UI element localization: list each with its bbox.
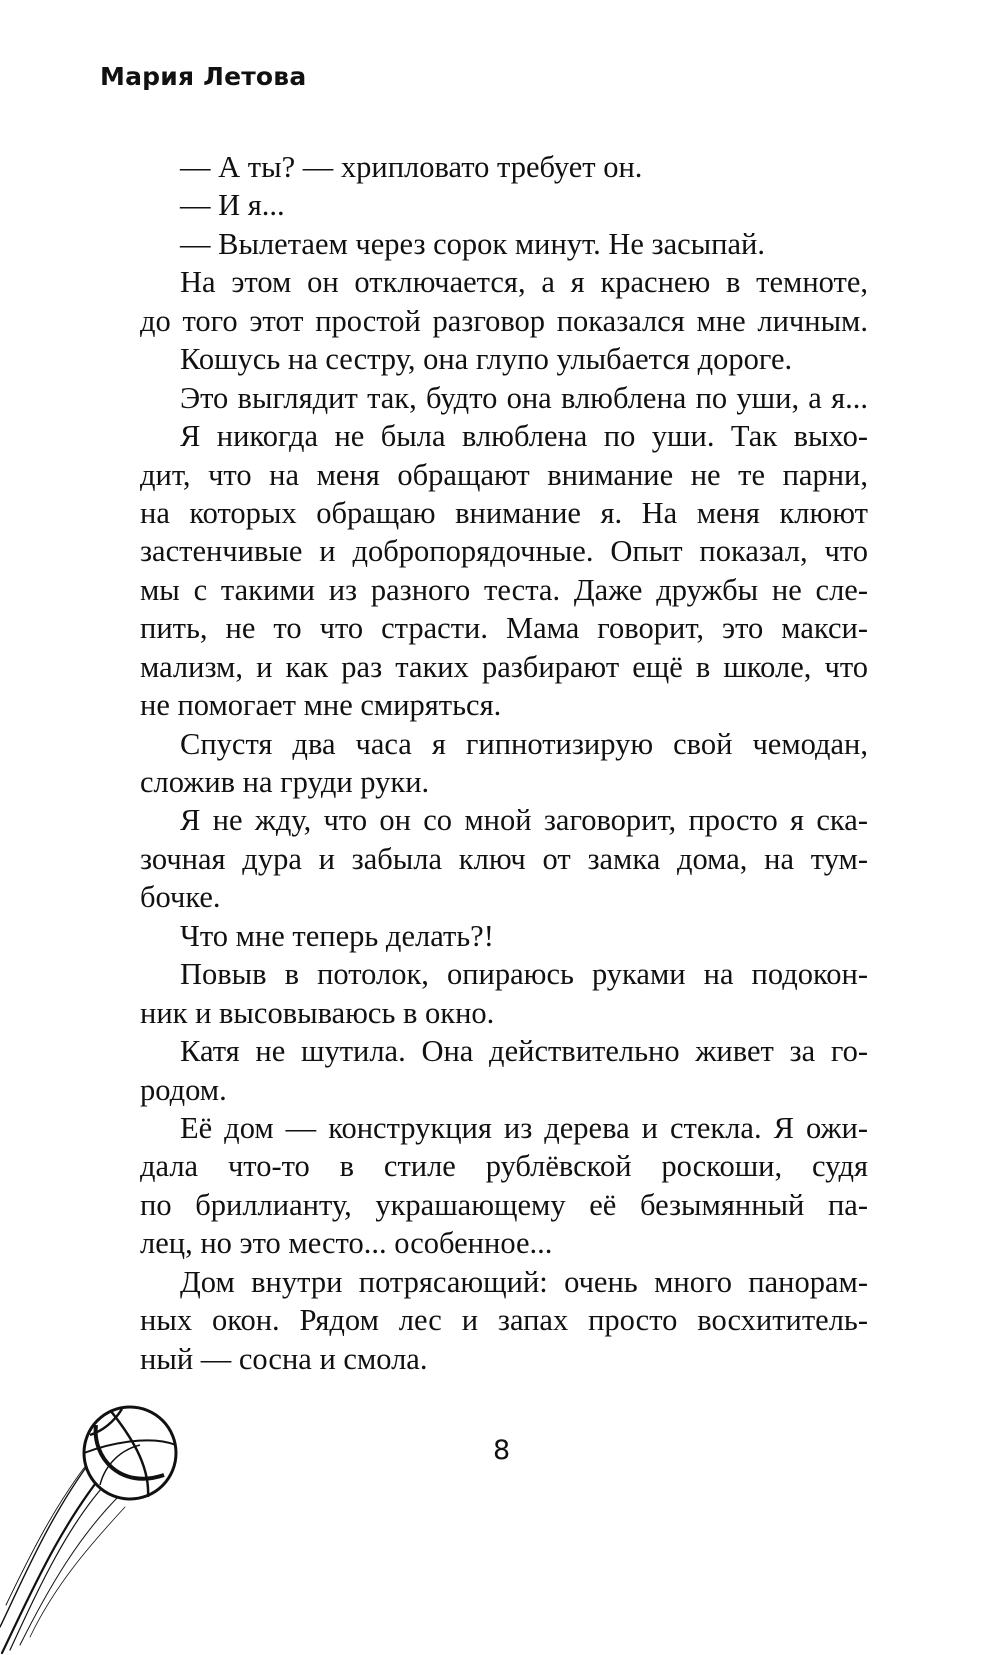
text-line: на которых обращаю внимание я. На меня клюют — [140, 495, 868, 530]
text-line: ных окон. Рядом лес и запах просто восхититель- — [140, 1303, 868, 1338]
text-line: — Вылетаем через сорок минут. Не засыпай. — [180, 226, 765, 261]
running-header-author: Мария Летова — [100, 62, 307, 91]
text-line: Катя не шутила. Она действительно живет за го- — [180, 1034, 868, 1069]
text-line: Это выглядит так, будто она влюблена по уши, а я... — [180, 380, 868, 415]
text-line: Я никогда не была влюблена по уши. Так выхо- — [180, 419, 868, 454]
text-line: ник и высовываюсь в окно. — [140, 995, 495, 1030]
text-line: сложив на груди руки. — [140, 765, 430, 799]
text-line: по бриллианту, украшающему её безымянный па- — [140, 1187, 868, 1222]
text-line: Что мне теперь делать?! — [180, 918, 494, 953]
text-line: пить, не то что страсти. Мама говорит, это макси- — [140, 611, 868, 646]
text-line: На этом он отключается, а я краснею в темноте, — [180, 265, 868, 300]
text-line: ный — сосна и смола. — [140, 1341, 428, 1376]
page-number: 8 — [493, 1435, 511, 1466]
text-line: бочке. — [140, 880, 221, 915]
text-line: — А ты? — хрипловато требует он. — [180, 150, 643, 184]
text-line: Дом внутри потрясающий: очень много панорам- — [180, 1264, 868, 1299]
text-line: не помогает мне смиряться. — [140, 688, 502, 723]
text-line: дит, что на меня обращают внимание не те парни, — [140, 457, 868, 492]
text-line: мы с такими из разного теста. Даже дружбы не сле- — [140, 572, 868, 607]
text-line: застенчивые и добропорядочные. Опыт показал, что — [140, 534, 868, 569]
text-line: Кошусь на сестру, она глупо улыбается дороге. — [180, 342, 793, 377]
page-body-text — [140, 148, 868, 1378]
text-line: лец, но это место... особенное... — [140, 1226, 553, 1261]
text-line: мализм, и как раз таких разбирают ещё в школе, что — [140, 649, 868, 684]
text-line: Повыв в потолок, опираюсь руками на подокон- — [180, 957, 868, 992]
text-line: до того этот простой разговор показался мне личным. — [140, 303, 868, 338]
text-line: — И я... — [180, 188, 285, 223]
text-line: зочная дура и забыла ключ от замка дома, на тум- — [140, 841, 868, 876]
text-line: Спустя два часа я гипнотизирую свой чемодан, — [180, 726, 868, 761]
basketball-icon — [0, 1395, 200, 1655]
text-line: Её дом — конструкция из дерева и стекла. Я ожи- — [180, 1110, 868, 1145]
text-line: родом. — [140, 1072, 227, 1107]
text-line: дала что-то в стиле рублёвской роскоши, судя — [140, 1149, 868, 1184]
text-line: Я не жду, что он со мной заговорит, просто я ска- — [180, 803, 868, 838]
